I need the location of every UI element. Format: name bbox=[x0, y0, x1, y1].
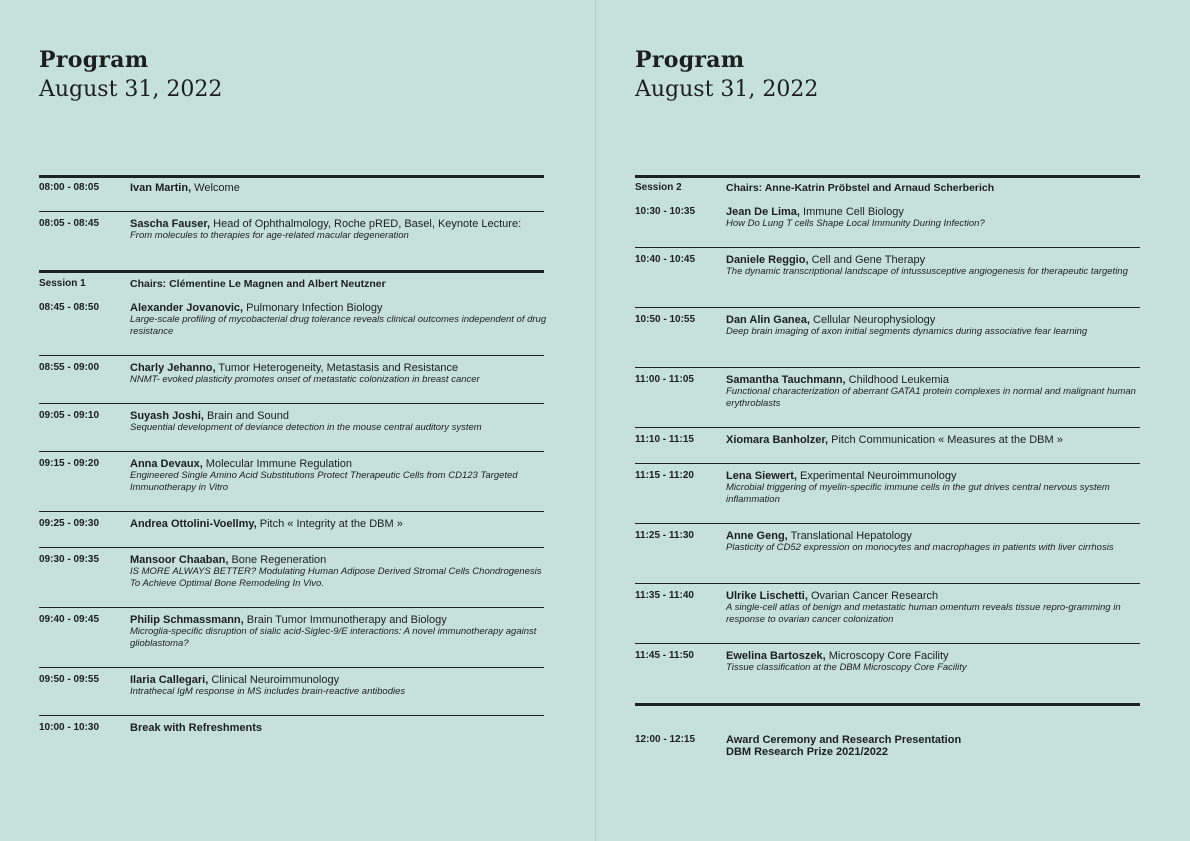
talk-title: Microglia-specific disruption of sialic acid-Siglec-9/E interactions: A novel immunotherapy against glioblastoma? bbox=[130, 626, 537, 649]
item-time: 09:50 - 09:55 bbox=[39, 674, 100, 685]
divider bbox=[635, 643, 1140, 644]
speaker-name: Philip Schmassmann, bbox=[130, 614, 244, 626]
award-subtitle: DBM Research Prize 2021/2022 bbox=[726, 746, 889, 758]
divider bbox=[39, 451, 544, 452]
item-time: 11:00 - 11:05 bbox=[635, 374, 694, 385]
talk-title: Sequential development of deviance detection in the mouse central auditory system bbox=[130, 422, 482, 433]
talk-title: Plasticity of CD52 expression on monocytes and macrophages in patients with liver cirrhosis bbox=[726, 542, 1114, 553]
divider-thick bbox=[635, 703, 1140, 706]
item-time: 09:40 - 09:45 bbox=[39, 614, 100, 625]
talk-title: Tissue classification at the DBM Microscopy Core Facility bbox=[726, 662, 967, 673]
divider bbox=[39, 667, 544, 668]
speaker-topic: Cell and Gene Therapy bbox=[808, 254, 926, 266]
item-time: 10:00 - 10:30 bbox=[39, 722, 100, 733]
divider-thick bbox=[39, 175, 544, 178]
item-time: 11:10 - 11:15 bbox=[635, 434, 694, 445]
divider-thick bbox=[635, 175, 1140, 178]
talk-title: A single-cell atlas of benign and metastatic human omentum reveals tissue repro-gramming in response to ovarian cancer colonization bbox=[726, 602, 1121, 625]
speaker-topic: Experimental Neuroimmunology bbox=[796, 470, 957, 482]
right-page bbox=[595, 0, 1190, 841]
item-time: 10:30 - 10:35 bbox=[635, 206, 696, 217]
speaker-topic: Head of Ophthalmology, Roche pRED, Basel, Keynote Lecture: bbox=[210, 218, 522, 230]
speaker-name: Daniele Reggio, bbox=[726, 254, 809, 266]
page-date: August 31, 2022 bbox=[635, 77, 819, 102]
speaker-topic: Welcome bbox=[191, 182, 240, 194]
speaker-topic: Pulmonary Infection Biology bbox=[243, 302, 383, 314]
speaker-topic: Brain and Sound bbox=[203, 410, 289, 422]
item-time: 11:15 - 11:20 bbox=[635, 470, 694, 481]
award-title: Award Ceremony and Research Presentation bbox=[726, 734, 962, 746]
speaker-name: Suyash Joshi, bbox=[130, 410, 204, 422]
divider bbox=[635, 367, 1140, 368]
page-title: Program bbox=[39, 47, 149, 73]
speaker-topic: Molecular Immune Regulation bbox=[202, 458, 352, 470]
item-time: 09:25 - 09:30 bbox=[39, 518, 100, 529]
talk-title: Deep brain imaging of axon initial segments dynamics during associative fear learning bbox=[726, 326, 1088, 337]
divider bbox=[39, 715, 544, 716]
item-time: 11:25 - 11:30 bbox=[635, 530, 694, 541]
divider bbox=[635, 427, 1140, 428]
talk-title: NNMT- evoked plasticity promotes onset of metastatic colonization in breast cancer bbox=[130, 374, 480, 385]
speaker-name: Samantha Tauchmann, bbox=[726, 374, 846, 386]
speaker-name: Sascha Fauser, bbox=[130, 218, 211, 230]
speaker-name: Anne Geng, bbox=[726, 530, 788, 542]
session-label: Session 2 bbox=[635, 182, 682, 193]
item-time: 12:00 - 12:15 bbox=[635, 734, 696, 745]
page-heading bbox=[635, 46, 818, 104]
speaker-name: Ilaria Callegari, bbox=[130, 674, 209, 686]
speaker-topic: Translational Hepatology bbox=[787, 530, 912, 542]
item-time: 11:45 - 11:50 bbox=[635, 650, 694, 661]
speaker-name: Charly Jehanno, bbox=[130, 362, 216, 374]
divider bbox=[635, 307, 1140, 308]
divider bbox=[39, 211, 544, 212]
speaker-topic: Childhood Leukemia bbox=[845, 374, 949, 386]
speaker-topic: Immune Cell Biology bbox=[799, 206, 904, 218]
speaker-name: Ewelina Bartoszek, bbox=[726, 650, 826, 662]
speaker-topic: Pitch « Integrity at the DBM » bbox=[256, 518, 403, 530]
item-time: 11:35 - 11:40 bbox=[635, 590, 694, 601]
speaker-name: Alexander Jovanovic, bbox=[130, 302, 244, 314]
session-chairs: Chairs: Clémentine Le Magnen and Albert Neutzner bbox=[130, 278, 386, 290]
speaker-name: Jean De Lima, bbox=[726, 206, 800, 218]
speaker-name: Andrea Ottolini-Voellmy, bbox=[130, 518, 257, 530]
speaker-topic: Pitch Communication « Measures at the DBM » bbox=[828, 434, 1063, 446]
talk-title: The dynamic transcriptional landscape of intussusceptive angiogenesis for therapeutic targeting bbox=[726, 266, 1128, 277]
speaker-name: Dan Alin Ganea, bbox=[726, 314, 810, 326]
item-time: 09:05 - 09:10 bbox=[39, 410, 100, 421]
divider bbox=[635, 463, 1140, 464]
page-title: Program bbox=[635, 47, 745, 73]
item-time: 08:05 - 08:45 bbox=[39, 218, 100, 229]
speaker-name: Ivan Martin, bbox=[130, 182, 192, 194]
talk-title: Functional characterization of aberrant GATA1 protein complexes in normal and malignant human erythroblasts bbox=[726, 386, 1136, 409]
divider bbox=[39, 607, 544, 608]
session-chairs: Chairs: Anne-Katrin Pröbstel and Arnaud Scherberich bbox=[726, 182, 995, 194]
speaker-name: Xiomara Banholzer, bbox=[726, 434, 829, 446]
speaker-name: Lena Siewert, bbox=[726, 470, 797, 482]
talk-title: How Do Lung T cells Shape Local Immunity During Infection? bbox=[726, 218, 985, 229]
divider bbox=[39, 403, 544, 404]
talk-title: Engineered Single Amino Acid Substitutions Protect Therapeutic Cells from CD123 Targeted Immunotherapy in Vitro bbox=[130, 470, 518, 493]
speaker-name: Anna Devaux, bbox=[130, 458, 203, 470]
speaker-topic: Clinical Neuroimmunology bbox=[208, 674, 340, 686]
item-time: 10:50 - 10:55 bbox=[635, 314, 696, 325]
divider bbox=[39, 547, 544, 548]
speaker-topic: Bone Regeneration bbox=[228, 554, 327, 566]
page-date: August 31, 2022 bbox=[39, 77, 223, 102]
session-label: Session 1 bbox=[39, 278, 86, 289]
divider bbox=[635, 247, 1140, 248]
item-time: 08:00 - 08:05 bbox=[39, 182, 100, 193]
talk-title: Microbial triggering of myelin-specific immune cells in the gut drives central nervous system inflammation bbox=[726, 482, 1110, 505]
speaker-topic: Brain Tumor Immunotherapy and Biology bbox=[243, 614, 447, 626]
talk-title: From molecules to therapies for age-related macular degeneration bbox=[130, 230, 409, 241]
item-time: 09:30 - 09:35 bbox=[39, 554, 100, 565]
talk-title: Large-scale profiling of mycobacterial drug tolerance reveals clinical outcomes independent of drug resistance bbox=[130, 314, 547, 337]
page-heading bbox=[39, 46, 222, 104]
speaker-topic: Ovarian Cancer Research bbox=[807, 590, 939, 602]
speaker-name: Mansoor Chaaban, bbox=[130, 554, 229, 566]
divider-thick bbox=[39, 270, 544, 273]
divider bbox=[39, 355, 544, 356]
talk-title: Intrathecal IgM response in MS includes brain-reactive antibodies bbox=[130, 686, 406, 697]
divider bbox=[39, 511, 544, 512]
item-time: 08:45 - 08:50 bbox=[39, 302, 100, 313]
break-label: Break with Refreshments bbox=[130, 722, 263, 734]
speaker-name: Ulrike Lischetti, bbox=[726, 590, 808, 602]
talk-title: IS MORE ALWAYS BETTER? Modulating Human Adipose Derived Stromal Cells Chondrogenesis To Achieve Optimal Bone Remodeling In Vivo. bbox=[130, 566, 542, 589]
item-time: 08:55 - 09:00 bbox=[39, 362, 100, 373]
divider bbox=[635, 523, 1140, 524]
speaker-topic: Cellular Neurophysiology bbox=[809, 314, 936, 326]
speaker-topic: Tumor Heterogeneity, Metastasis and Resistance bbox=[215, 362, 459, 374]
divider bbox=[635, 583, 1140, 584]
item-time: 09:15 - 09:20 bbox=[39, 458, 100, 469]
speaker-topic: Microscopy Core Facility bbox=[825, 650, 949, 662]
item-time: 10:40 - 10:45 bbox=[635, 254, 696, 265]
